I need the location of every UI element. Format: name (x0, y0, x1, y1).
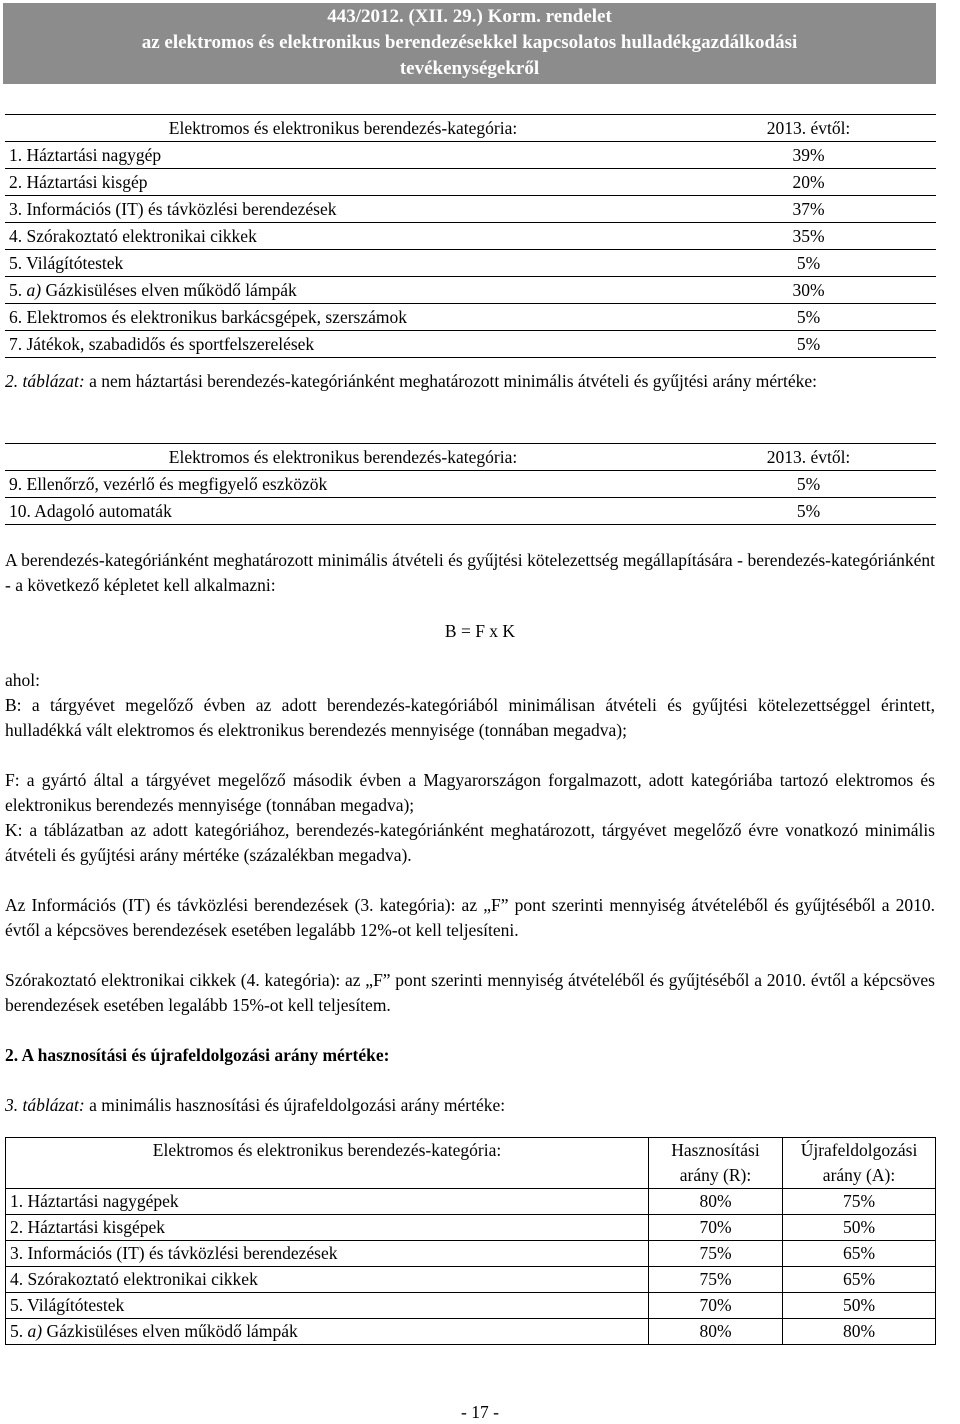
row-recovery-value: 80% (649, 1189, 783, 1215)
it-paragraph: Az Információs (IT) és távközlési berendezések (3. kategória): az „F” pont szerinti mennyiség átvételéből és gyűjtéséből a 2010. évtől a képcsöves berendezések esetében legalább 12%-ot kell teljesíteni. (5, 895, 935, 940)
table-header-row (5, 444, 936, 471)
table-header-row (5, 115, 936, 142)
table-row (6, 1215, 936, 1241)
table-row (5, 250, 936, 277)
row-recovery-value: 70% (649, 1293, 783, 1319)
table-row (6, 1267, 936, 1293)
row-label-suffix: Gázkisüléses elven működő lámpák (41, 280, 297, 300)
row-label: 9. Ellenőrző, vezérlő és megfigyelő eszközök (5, 471, 677, 498)
page-number: - 17 - (461, 1402, 499, 1422)
column-header-category: Elektromos és elektronikus berendezés-kategória: (5, 444, 677, 471)
row-label: 5. Világítótestek (6, 1293, 649, 1319)
row-label-italic: a) (27, 1321, 43, 1341)
row-value: 5% (677, 498, 936, 525)
definition-k: K: a táblázatban az adott kategóriához, berendezés-kategóriánként meghatározott, tárgyévet megelőző évre vonatkozó minimális átvételi és gyűjtési arány mértéke (százalékban megadva). (5, 820, 935, 865)
row-recovery-value: 75% (649, 1241, 783, 1267)
definition-b: B: a tárgyévet megelőző évben az adott berendezés-kategóriából minimálisan átvételi és gyűjtési kötelezettséggel érintett, hulladékká vált elektromos és elektronikus berendezés mennyisége (tonnában megadva); (5, 695, 935, 740)
formula: B = F x K (444, 621, 516, 641)
formula-intro-paragraph: A berendezés-kategóriánként meghatározott minimális átvételi és gyűjtési kötelezettség megállapítására - berendezés-kategóriánként - a következő képletet kell alkalmazni: (5, 550, 935, 595)
row-value: 37% (677, 196, 936, 223)
table-row (5, 169, 936, 196)
row-label-prefix: 5. (10, 1321, 28, 1341)
row-label: 2. Háztartási kisgép (5, 169, 677, 196)
column-header-year: 2013. évtől: (677, 115, 936, 142)
collection-rate-table-household (5, 114, 936, 358)
row-value: 5% (677, 250, 936, 277)
table-row (5, 142, 936, 169)
table-header-row (6, 1138, 936, 1189)
row-recovery-value: 75% (649, 1267, 783, 1293)
header-line: Újrafeldolgozási (800, 1140, 918, 1160)
entertainment-paragraph: Szórakoztató elektronikai cikkek (4. kategória): az „F” pont szerinti mennyiség átvételéből és gyűjtéséből a 2010. évtől a képcsöves berendezések esetében legalább 15%-ot kell teljesítem. (5, 970, 935, 1015)
row-label-suffix: Gázkisüléses elven működő lámpák (42, 1321, 298, 1341)
table-row (5, 304, 936, 331)
row-label-italic: a) (26, 280, 42, 300)
column-header-year: 2013. évtől: (677, 444, 936, 471)
row-recycling-value: 80% (783, 1319, 936, 1345)
section-2-title: 2. A hasznosítási és újrafeldolgozási arány mértéke: (5, 1045, 390, 1065)
table-row (6, 1189, 936, 1215)
row-value: 35% (677, 223, 936, 250)
row-label: 4. Szórakoztató elektronikai cikkek (6, 1267, 649, 1293)
table-row (5, 223, 936, 250)
table-3-caption (5, 1093, 935, 1118)
row-recycling-value: 75% (783, 1189, 936, 1215)
definition-f: F: a gyártó által a tárgyévet megelőző második évben a Magyarországon forgalmazott, adott kategóriába tartozó elektromos és elektronikus berendezés mennyisége (tonnában megadva); (5, 770, 935, 815)
row-label: 3. Információs (IT) és távközlési berendezések (5, 196, 677, 223)
row-label (5, 277, 677, 304)
table-row (6, 1319, 936, 1345)
row-recycling-value: 65% (783, 1267, 936, 1293)
row-value: 5% (677, 331, 936, 358)
row-value: 5% (677, 304, 936, 331)
row-label: 10. Adagoló automaták (5, 498, 677, 525)
table-row (5, 331, 936, 358)
row-recovery-value: 80% (649, 1319, 783, 1345)
row-recovery-value: 70% (649, 1215, 783, 1241)
row-label: 3. Információs (IT) és távközlési berendezések (6, 1241, 649, 1267)
row-label: 7. Játékok, szabadidős és sportfelszerelések (5, 331, 677, 358)
row-label: 1. Háztartási nagygép (5, 142, 677, 169)
row-label: 1. Háztartási nagygépek (6, 1189, 649, 1215)
header-title-line: az elektromos és elektronikus berendezésekkel kapcsolatos hulladékgazdálkodási (141, 32, 798, 53)
caption-label: 2. táblázat: (5, 371, 85, 391)
table-row (5, 277, 936, 304)
caption-label: 3. táblázat: (5, 1095, 85, 1115)
caption-text: a minimális hasznosítási és újrafeldolgozási arány mértéke: (84, 1095, 506, 1115)
row-label (6, 1319, 649, 1345)
header-line: arány (R): (679, 1165, 752, 1185)
row-value: 20% (677, 169, 936, 196)
header-decree-number: 443/2012. (XII. 29.) Korm. rendelet (327, 6, 612, 27)
row-label: 2. Háztartási kisgépek (6, 1215, 649, 1241)
row-value: 5% (677, 471, 936, 498)
table-2-caption (5, 369, 935, 394)
column-header-recycling (783, 1138, 936, 1189)
row-recycling-value: 65% (783, 1241, 936, 1267)
header-line: Hasznosítási (671, 1140, 760, 1160)
row-label-prefix: 5. (9, 280, 27, 300)
row-value: 30% (677, 277, 936, 304)
row-label: 6. Elektromos és elektronikus barkácsgépek, szerszámok (5, 304, 677, 331)
header-line: arány (A): (822, 1165, 896, 1185)
row-label: 5. Világítótestek (5, 250, 677, 277)
row-recycling-value: 50% (783, 1215, 936, 1241)
recovery-rate-table (5, 1137, 936, 1345)
column-header-recovery (649, 1138, 783, 1189)
table-row (5, 471, 936, 498)
row-value: 39% (677, 142, 936, 169)
ahol-label: ahol: (5, 670, 40, 690)
document-header (3, 3, 936, 84)
row-recycling-value: 50% (783, 1293, 936, 1319)
collection-rate-table-non-household (5, 443, 936, 525)
caption-text: a nem háztartási berendezés-kategóriánként meghatározott minimális átvételi és gyűjtési arány mértéke: (84, 371, 817, 391)
table-row (5, 498, 936, 525)
column-header-category: Elektromos és elektronikus berendezés-kategória: (5, 115, 677, 142)
table-row (6, 1241, 936, 1267)
table-row (6, 1293, 936, 1319)
table-row (5, 196, 936, 223)
row-label: 4. Szórakoztató elektronikai cikkek (5, 223, 677, 250)
header-title-line-2: tevékenységekről (399, 58, 540, 79)
column-header-category: Elektromos és elektronikus berendezés-kategória: (6, 1138, 649, 1189)
